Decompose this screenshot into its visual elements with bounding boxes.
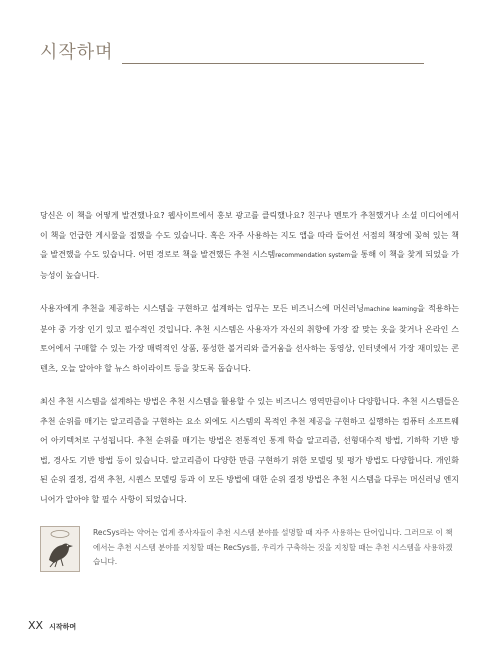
paragraph-1-tail: 을 통해 이 책을 찾게 되었을 가능성이 높습니다. [40, 250, 459, 280]
paragraph-3: 최신 추천 시스템을 설계하는 방법은 추천 시스템을 활용할 수 있는 비즈니스 영역만큼이나 다양합니다. 추천 시스템들은 추천 순위를 매기는 알고리즘을 구현하는 요소 외에도 시스템의 목적인 추천 제공을 구현하고 실행하는 컴퓨터 소프트웨어 아키텍처로 구성됩니다. 추천 순위를 매기는 방법은 전통적인 통계 학습 알고리즘, 선형대수적 방법, 기하학 기반 방법, 경사도 기반 방법 등이 있습니다. 알고리즘이 다양한 만큼 구현하기 위한 모델링 및 평가 방법도 다양합니다. 개인화된 순위 결정, 검색 추천, 시퀀스 모델링 등과 이 모든 방법에 대한 순위 결정 방법은 추천 시스템을 다루는 머신러닝 엔지니어가 알아야 할 필수 사항이 되었습니다. [40, 397, 459, 504]
paragraph-1-text: 당신은 이 책을 어떻게 발견했나요? 웹사이트에서 홍보 광고를 클릭했나요? 친구나 멘토가 추천했거나 소셜 미디어에서 이 책을 언급한 게시물을 접했을 수도 있습니다. 혹은 자주 사용하는 지도 앱을 따라 들어선 서점의 책장에 꽂혀 있는 책을 발견했을 수도 있습니다. 어떤 경로로 책을 발견했든 추천 시스템 [40, 211, 459, 259]
paragraph-1 [40, 206, 459, 285]
paragraph-2-tail: 을 적용하는 분야 중 가장 인기 있고 필수적인 것입니다. 추천 시스템은 사용자가 자신의 취향에 가장 잘 맞는 옷을 찾거나 온라인 스토어에서 구매할 수 있는 가장 매력적인 상품, 풍성한 볼거리와 즐거움을 선사하는 동영상, 인터넷에서 가장 재미있는 콘텐츠, 오늘 알아야 할 뉴스 하이라이트 등을 찾도록 돕습니다. [40, 304, 459, 373]
term-machine-learning: machine learning [363, 306, 417, 313]
title-rule [122, 63, 424, 64]
term-recommendation-system: recommendation system [275, 252, 351, 259]
paragraph-2 [40, 299, 459, 378]
note-box [40, 526, 459, 574]
body-text [40, 206, 459, 523]
page-number: XX [28, 619, 44, 632]
raven-icon [40, 526, 80, 572]
chapter-title: 시작하며 [40, 42, 114, 63]
note-text: RecSys라는 약어는 업계 종사자들이 추천 시스템 분야를 설명할 때 자주 사용하는 단어입니다. 그러므로 이 책에서는 추천 시스템 분야를 지칭할 때는 RecSys를, 우리가 구축하는 것을 지칭할 때는 추천 시스템을 사용하겠습니다. [93, 528, 453, 566]
footer-section-title: 시작하며 [49, 623, 77, 631]
page-footer [28, 614, 76, 633]
paragraph-2-text: 사용자에게 추천을 제공하는 시스템을 구현하고 설계하는 업무는 모든 비즈니스에 머신러닝 [40, 304, 364, 313]
